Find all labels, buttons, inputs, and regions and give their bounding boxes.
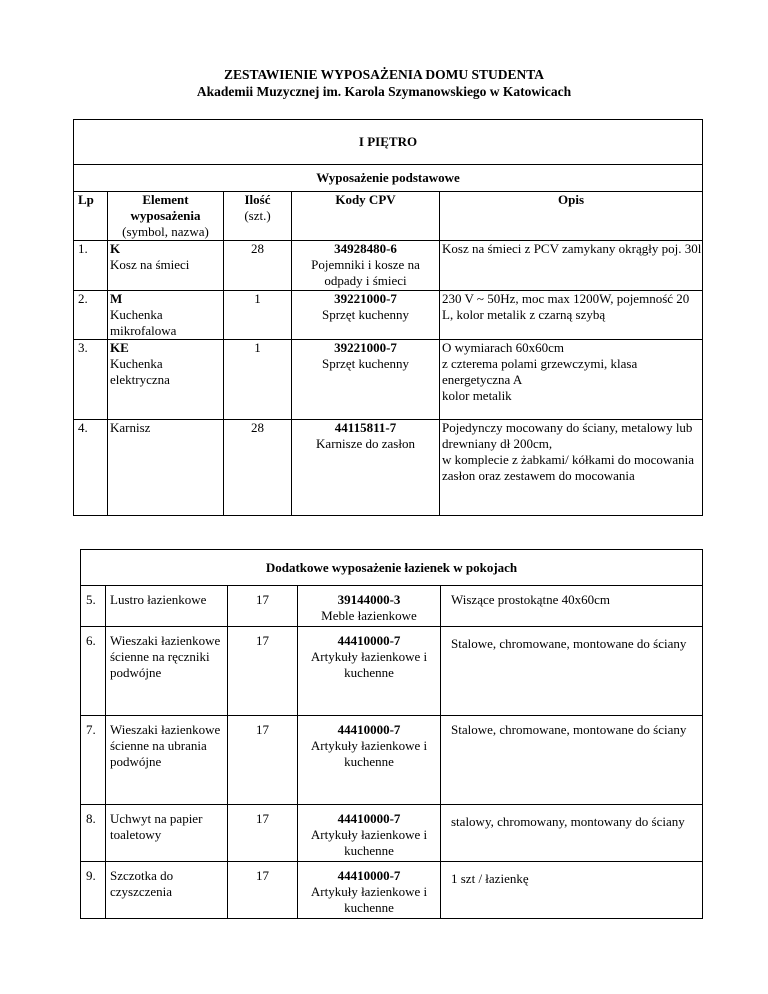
row-cpv: 39144000-3 Meble łazienkowe [298,586,441,627]
row-desc: Stalowe, chromowane, montowane do ściany [441,627,703,716]
section-subtitle-bathroom: Dodatkowe wyposażenie łazienek w pokojach [81,550,703,586]
row-lp: 1. [74,241,108,291]
row-lp: 2. [74,291,108,340]
row-qty: 17 [228,716,298,805]
row-desc: stalowy, chromowany, montowany do ściany [441,805,703,862]
column-header-element: Element wyposażenia (symbol, nazwa) [108,192,224,241]
column-header-desc: Opis [440,192,703,241]
row-desc: Pojedynczy mocowany do ściany, metalowy lub drewniany dł 200cm, w komplecie z żabkami/ kółkami do mocowania zasłon oraz zestawem do mocowania [440,420,703,516]
table-row [81,586,703,627]
table-row [81,805,703,862]
row-cpv: 39221000-7 Sprzęt kuchenny [292,291,440,340]
row-element: Lustro łazienkowe [106,586,228,627]
row-element: Wieszaki łazienkowe ścienne na ubrania podwójne [106,716,228,805]
column-header-qty: Ilość (szt.) [224,192,292,241]
row-qty: 1 [224,340,292,420]
row-lp: 4. [74,420,108,516]
row-cpv: 39221000-7 Sprzęt kuchenny [292,340,440,420]
row-qty: 1 [224,291,292,340]
row-cpv: 44410000-7 Artykuły łazienkowe i kuchenne [298,716,441,805]
row-element: Karnisz [108,420,224,516]
table-row [81,716,703,805]
bathroom-equipment-table [80,549,703,919]
row-cpv: 44410000-7 Artykuły łazienkowe i kuchenne [298,627,441,716]
table-row [81,627,703,716]
row-element: Uchwyt na papier toaletowy [106,805,228,862]
row-element: K Kosz na śmieci [108,241,224,291]
table-row [74,420,703,516]
table-row [74,241,703,291]
row-element: Szczotka do czyszczenia [106,862,228,919]
table-row [74,291,703,340]
table-header-row [74,192,703,241]
document-title [0,66,768,100]
row-qty: 17 [228,862,298,919]
row-lp: 7. [81,716,106,805]
row-lp: 9. [81,862,106,919]
row-desc: 230 V ~ 50Hz, moc max 1200W, pojemność 20 L, kolor metalik z czarną szybą [440,291,703,340]
row-desc: O wymiarach 60x60cm z czterema polami grzewczymi, klasa energetyczna A kolor metalik [440,340,703,420]
table-row [74,340,703,420]
row-qty: 17 [228,586,298,627]
row-cpv: 44115811-7 Karnisze do zasłon [292,420,440,516]
title-line-1: ZESTAWIENIE WYPOSAŻENIA DOMU STUDENTA [224,67,544,82]
row-desc: Stalowe, chromowane, montowane do ściany [441,716,703,805]
title-line-2: Akademii Muzycznej im. Karola Szymanowskiego w Katowicach [196,84,572,99]
row-desc: Kosz na śmieci z PCV zamykany okrągły poj. 30l [440,241,703,291]
row-qty: 17 [228,805,298,862]
row-cpv: 44410000-7 Artykuły łazienkowe i kuchenne [298,805,441,862]
row-element: KE Kuchenka elektryczna [108,340,224,420]
row-lp: 6. [81,627,106,716]
basic-equipment-table [73,119,703,516]
row-cpv: 34928480-6 Pojemniki i kosze na odpady i śmieci [292,241,440,291]
row-qty: 17 [228,627,298,716]
row-desc: Wiszące prostokątne 40x60cm [441,586,703,627]
row-lp: 8. [81,805,106,862]
row-lp: 3. [74,340,108,420]
column-header-cpv: Kody CPV [292,192,440,241]
row-lp: 5. [81,586,106,627]
row-desc: 1 szt / łazienkę [441,862,703,919]
table-row [81,862,703,919]
row-qty: 28 [224,241,292,291]
floor-heading: I PIĘTRO [74,120,703,165]
row-qty: 28 [224,420,292,516]
section-subtitle: Wyposażenie podstawowe [74,165,703,192]
row-element: Wieszaki łazienkowe ścienne na ręczniki podwójne [106,627,228,716]
row-cpv: 44410000-7 Artykuły łazienkowe i kuchenne [298,862,441,919]
row-element: M Kuchenka mikrofalowa [108,291,224,340]
column-header-lp: Lp [74,192,108,241]
